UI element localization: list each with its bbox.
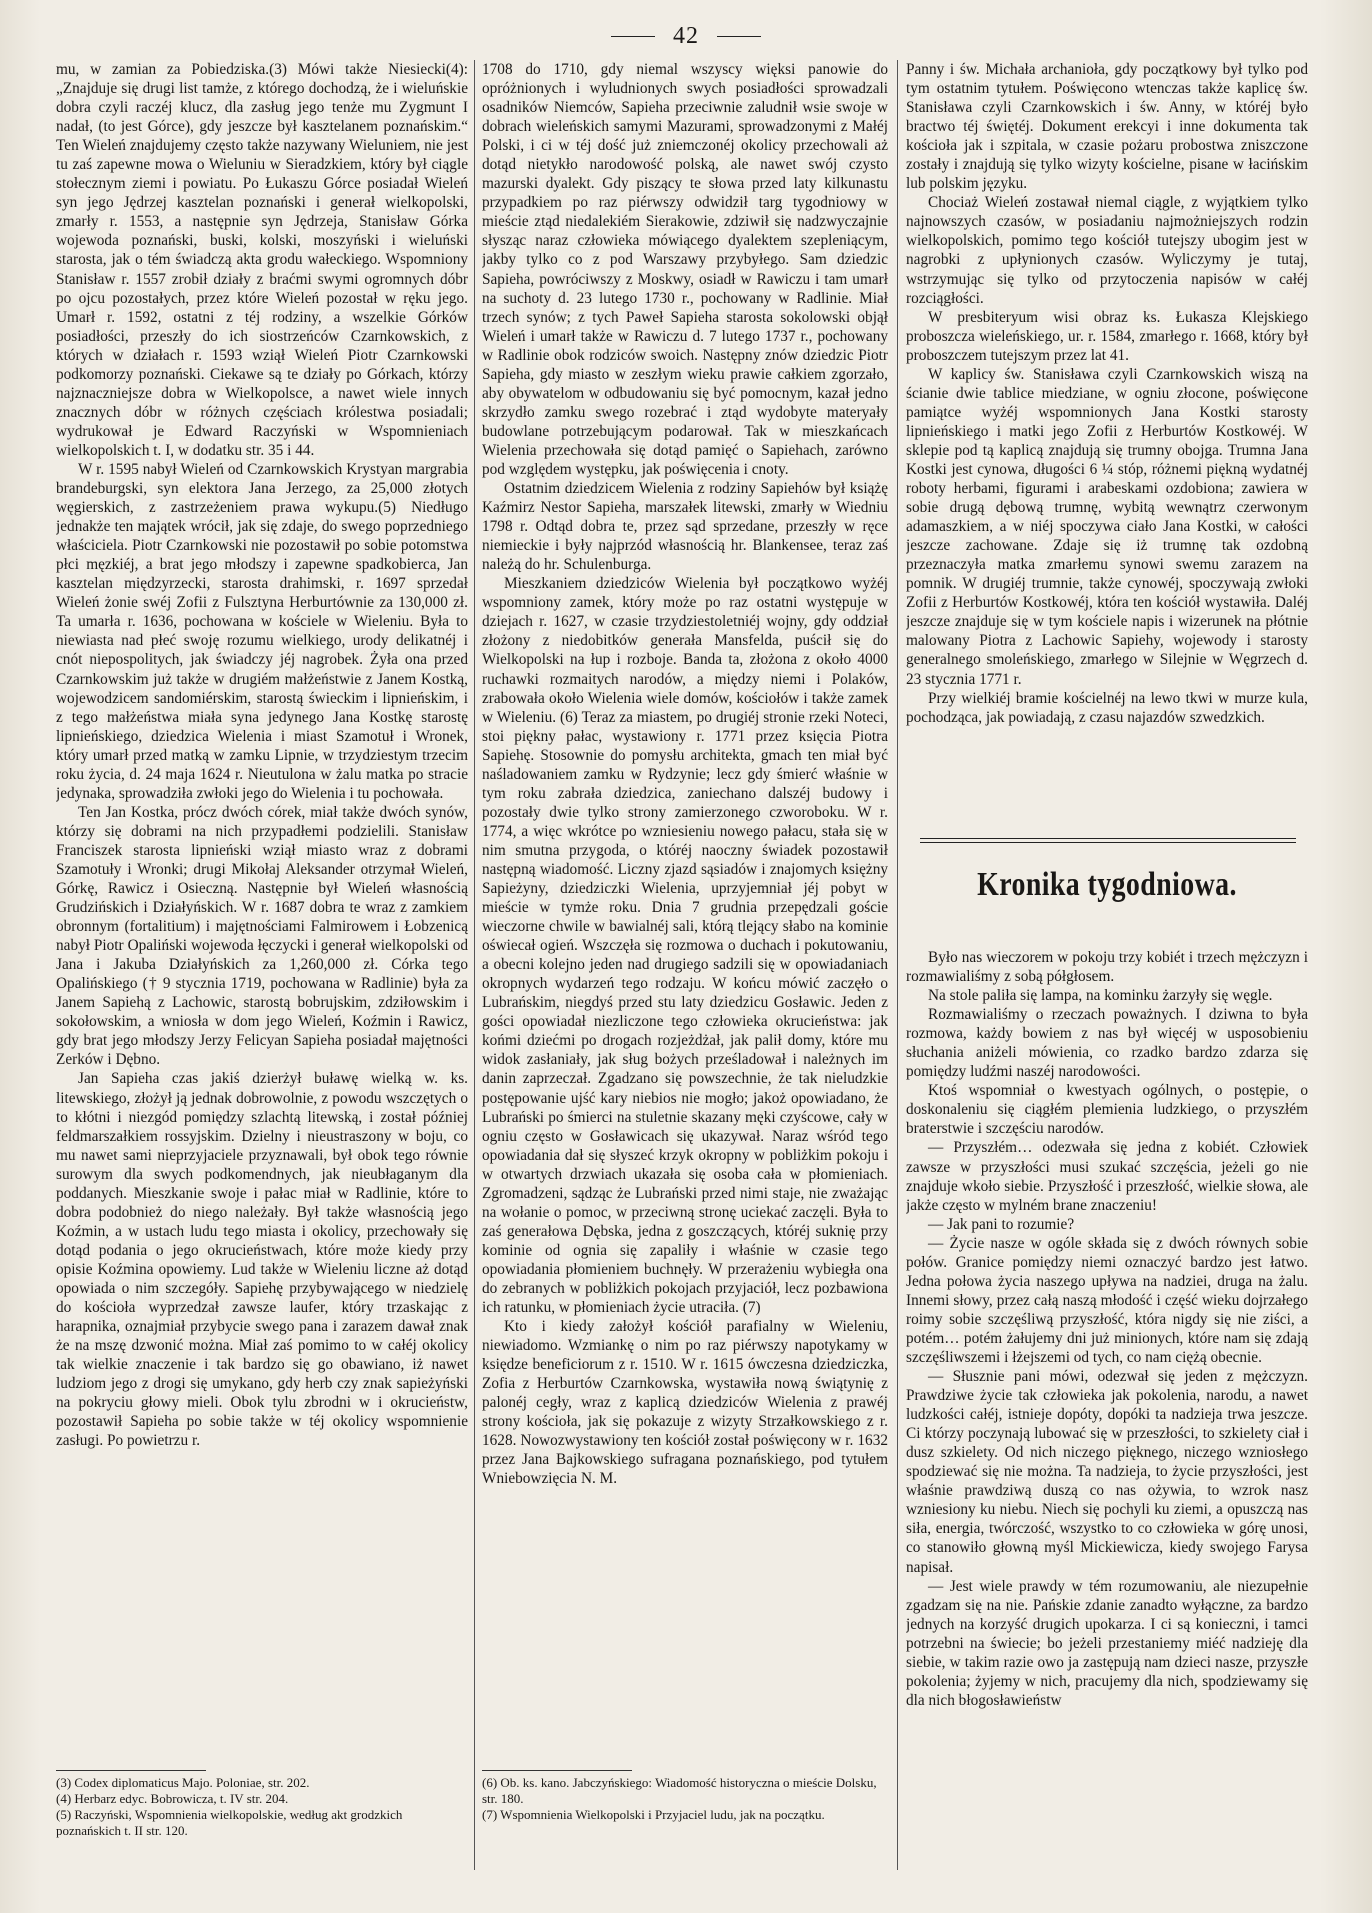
middle-footnotes xyxy=(482,1775,888,1823)
paragraph: Przy wielkiéj bramie kościelnéj na lewo tkwi w murze kula, pochodząca, jak powiadają, z czasu najazdów szwedzkich. xyxy=(906,689,1308,726)
footnote-rule xyxy=(482,1770,632,1771)
paragraph: Chociaż Wieleń zostawał niemal ciągle, z wyjątkiem tylko najnowszych czasów, w posiadaniu najmożniejszych rodzin wielkopolskich, pomimo tego kościół tutejszy ubogim jest w nagrobki z upłynionych czasów. Wyliczymy je tutaj, wstrzymując się tylko od przytoczenia napisów w całéj rozciągłości. xyxy=(906,194,1308,307)
footnote: (4) Herbarz edyc. Bobrowicza, t. IV str. 204. xyxy=(56,1791,289,1806)
section-divider-thin xyxy=(920,842,1296,843)
right-column-kronika xyxy=(906,948,1308,1858)
section-title: Kronika tygodniowa. xyxy=(977,866,1237,903)
page-header xyxy=(0,18,1372,54)
paragraph: W presbiteryum wisi obraz ks. Łukasza Klejskiego proboszcza wieleńskiego, ur. r. 1584, zmarłego r. 1668, który był proboszczem tutejszym przez lat 41. xyxy=(906,308,1308,364)
column-rule-right xyxy=(897,60,898,1870)
paragraph: Kto i kiedy założył kościół parafialny w Wieleniu, niewiadomo. Wzmiankę o nim po raz piérwszy napotykamy w księdze beneficiorum z r. 1510. W r. 1615 ówczesna dziedziczka, Zofia z Herburtów Czarnkowska, wystawiła nową świątynię z palonéj cegły, wraz z kaplicą dziedziców Wielenia z prawéj strony kościoła, jak się pokazuje z wizyty Strzałkowskiego z r. 1628. Nowozwystawiony ten kościół został poświęcony w r. 1632 przez Jana Bajkowskiego sufragana poznańskiego, pod tytułem Wniebowzięcia N. M. xyxy=(482,1318,888,1488)
right-column-top xyxy=(906,60,1308,830)
paragraph: Ostatnim dziedzicem Wielenia z rodziny Sapiehów był książę Kaźmirz Nestor Sapieha, marszałek litewski, zmarły w Wiedniu 1798 r. Odtąd dobra te, przez sąd sprzedane, przeszły w ręce niemieckie i były najprzód własnością hr. Blankensee, teraz zaś należą do hr. Schulenburga. xyxy=(482,480,888,574)
page-number: 42 xyxy=(673,22,699,49)
paragraph: Panny i św. Michała archanioła, gdy początkowy był tylko pod tym ostatnim tytułem. Poświęcono wtenczas także kaplicę św. Stanisława czyli Czarnkowskich i św. Anny, w któréj było bractwo téj świętéj. Dokument erekcyi i inne dokumenta tak kościoła jak i szpitala, w czasie pożaru probostwa zniszczone zostały i znajdują się tylko wizyty kościelne, pisane w łacińskim lub polskim języku. xyxy=(906,61,1308,193)
header-dash-right xyxy=(717,36,761,37)
paragraph: — Jest wiele prawdy w tém rozumowaniu, ale niezupełnie zgadzam się na nie. Pańskie zdanie zanadto wyłączne, za bardzo jednych na korzyść drugich upokarza. I ci są konieczni, i tamci potrzebni na świecie; bo jeżeli przestaniemy miéć nadzieję dla siebie, w takim razie owo ja zastępują nam dzieci nasze, przyszłe pokolenia; żyjemy w nich, pracujemy dla nich, spodziewamy się dla nich błogosławieństw xyxy=(906,1577,1308,1709)
footnote: (3) Codex diplomaticus Majo. Poloniae, str. 202. xyxy=(56,1775,310,1790)
paragraph: mu, w zamian za Pobiedziska.(3) Mówi także Niesiecki(4): „Znajduje się drugi list tamże, z którego dochodzą, że i wieluńskie dobra czyli raczéj klucz, dla zasług jego tenże mu Zygmunt I nadał, (to jest Górce), gdy jeszcze był kasztelanem poznańskim.“ Ten Wieleń znajdujemy często także nazywany Wieluniem, nie jest tu zaś zapewne mowa o Wieluniu w Sieradzkiem, który był ciągle stołecznym ziemi i powiatu. Po Łukaszu Górce posiadał Wieleń syn jego Jędrzej kasztelan poznański i generał wielkopolski, zmarły r. 1553, a następnie syn Jędrzeja, Stanisław Górka wojewoda poznański, buski, kolski, moszyński i wieluński starosta, jak o tém świadczą akta grodu wałeckiego. Wspomniony Stanisław r. 1557 zrobił działy z braćmi swymi ogromnych dóbr po ojcu pozostałych, przez które Wieleń pozostał w ręku jego. Umarł r. 1592, ostatni z téj rodziny, a wszelkie Górków posiadłości, przeszły do ich siostrzeńców Czarnkowskich, z których w działach r. 1593 wziął Wieleń Piotr Czarnkowski podkomorzy poznański. Ciekawe są te działy po Górkach, którzy najznaczniejsze dobra w Wielkopolsce, a nawet wiele innych znacznych dóbr w różnych częściach królestwa posiadali; wydrukował je Edward Raczyński w Wspomnieniach wielkopolskich t. I, w dodatku str. 35 i 44. xyxy=(56,61,468,459)
paragraph: — Przyszłém… odezwała się jedna z kobiét. Człowiek zawsze w przyszłości musi szukać szczęścia, jeżeli go nie znajduje wkoło siebie. Przyszłość i przeszłość, wielkie słowa, ale jakże często w mylném brane znaczeniu! xyxy=(906,1139,1308,1214)
footnote: (5) Raczyński, Wspomnienia wielkopolskie, według akt grodzkich poznańskich t. II str. 120. xyxy=(56,1807,403,1838)
paragraph: Rozmawialiśmy o rzeczach poważnych. I dziwna to była rozmowa, każdy bowiem z nas był więcéj w usposobieniu słuchania aniżeli mówienia, co rzadko bardzo zdarza się pomiędzy ludźmi naszéj narodowości. xyxy=(906,1006,1308,1081)
left-column xyxy=(56,60,468,1840)
paragraph: Na stole paliła się lampa, na kominku żarzyły się węgle. xyxy=(928,987,1273,1005)
footnote: (7) Wspomnienia Wielkopolski i Przyjaciel ludu, jak na początku. xyxy=(482,1807,825,1822)
footnote: (6) Ob. ks. kano. Jabczyńskiego: Wiadomość historyczna o mieście Dolsku, str. 180. xyxy=(482,1775,877,1806)
paragraph: Mieszkaniem dziedziców Wielenia był początkowo wyżéj wspomniony zamek, który może po raz ostatni występuje w dziejach r. 1627, w czasie trzydziestoletniéj wojny, gdy oddział złożony z niedobitków generała Mansfelda, puścił się do Wielkopolski na łup i rozboje. Banda ta, złożona z około 4000 ruchawki rozmaitych narodów, a między niemi i Polaków, zrabowała około Wielenia wiele domów, kościołów i także zamek w Wieleniu. (6) Teraz za miastem, po drugiéj stronie rzeki Noteci, stoi piękny pałac, wystawiony r. 1771 przez księcia Piotra Sapiehę. Stosownie do pomysłu architekta, gmach ten miał być naśladowaniem zamku w Rydzynie; lecz gdy śmierć właśnie w tym roku zabrała dziedzica, zaniechano dalszéj budowy i pozostały dwie tylko strony zamierzonego czworoboku. W r. 1774, a więc wkrótce po wzniesieniu nowego pałacu, stała się w nim smutna przygoda, o któréj naoczny świadek pozostawił następną wiadomość. Liczny zjazd sąsiadów i znajomych księżny Sapieżyny, dziedziczki Wielenia, uprzyjemniał jéj pobyt w mieście w tymże roku. Dnia 7 grudnia przepędzali goście wieczorne chwile w bawialnéj sali, którą tlejący słabo na kominie oświecał ogień. Wszczęła się rozmowa o duchach i pokutowaniu, a obecni kolejno jeden nad drugiego sadzili się w opowiadaniach okropnych wydarzeń tego rodzaju. W końcu mówić zaczęło o Lubrańskim, niegdyś przed stu laty dziedzicu Gosławic. Jeden z gości opowiadał niezliczone tego człowieka okrucieństwa: jak końmi dziećmi po drogach rozjeżdżał, jak palił domy, które mu widok zasłaniały, jak sług bożych prześladował i należnych im danin zaprzeczał. Zgadzano się powszechnie, że tak nieludzkie postępowanie ujść kary niebios nie mogło; jakoż opowiadano, że Lubrański po śmierci na stuletnie skazany męki czyścowe, cały w ogniu często w Gosławicach się ukazywał. Naraz wśród tego opowiadania dał się słyszeć krzyk okropny w pobliżkim pokoju i w otwartych drzwiach ukazała się osoba cała w płomieniach. Zgromadzeni, sądząc że Lubrański przed nimi staje, nie zważając na wołanie o pomoc, w przeciwną stronę uciekać zaczęli. Była to zaś generałowa Dębska, jedna z goszczących, któréj suknię przy kominie od ognia się zapaliły i właśnie w czasie tego opowiadania płomieniem buchnęły. W przerażeniu wybiegła ona do zebranych w pobliżkich pokojach przyjaciół, lecz pozbawiona ich ratunku, w płomieniach życie utraciła. (7) xyxy=(482,575,888,1317)
paragraph: Jan Sapieha czas jakiś dzierżył buławę wielką w. ks. litewskiego, złożył ją jednak dobrowolnie, z powodu wszczętych o to kłótni i niezgód pomiędzy szlachtą litewską, i został później feldmarszałkiem rossyjskim. Dzielny i nieustraszony w boju, co mu nawet sami nieprzyjaciele przyznawali, był obok tego równie surowym dla swych podkomendnych, jak nieubłaganym dla poddanych. Mieszkanie swoje i pałac miał w Radlinie, które to dobra podobnież do niego należały. Był także własnością jego Koźmin, a w ustach ludu tego miasta i okolicy, przechowały się dotąd podania o jego okrucieństwach, które może kiedy przy opisie Koźmina opowiemy. Lud także w Wieleniu liczne aż dotąd opowiada o nim szczegóły. Sapiehę przybywającego w niedzielę do kościoła wyprzedzał zawsze laufer, który trzaskając z harapnika, oznajmiał przybycie swego pana i zarazem dawał znak że na mszę dzwonić można. Miał zaś pomimo to w całéj okolicy tak wielkie znaczenie i tak bardzo się go obawiano, iż nawet ludziom jego z drogi się umykano, gdy herb czy znak sapieżyński na pokryciu głowy mieli. Obok tylu zbrodni w i okrucieństw, pozostawił Sapieha po sobie także w téj okolicy wspomnienie zasługi. Po powietrzu r. xyxy=(56,1070,468,1450)
header-dash-left xyxy=(611,36,655,37)
paragraph: Ten Jan Kostka, prócz dwóch córek, miał także dwóch synów, którzy się dobrami na nich przypadłemi podzielili. Stanisław Franciszek starosta lipnieński wziął miasto wraz z dobrami Szamotuły i Wronki; drugi Mikołaj Aleksander otrzymał Wieleń, Górkę, Rawicz i Osieczną. Następnie był Wieleń własnością Grudzińskich i Działyńskich. W r. 1687 dobra te wraz z zamkiem obronnym (fortalitium) i majętnościami Falmirowem i Łobzenicą nabył Piotr Opaliński wojewoda łęczycki i generał wielkopolski od Jana i Jakuba Działyńskich za 1,260,000 zł. Córka tego Opalińskiego († 9 stycznia 1719, pochowana w Radlinie) była za Janem Sapiehą z Lachowic, starostą bobrujskim, zdziłowskim i sokołowskim, a wniosła w dom jego Wieleń, Koźmin i Rawicz, gdy brat jego młodszy Jerzy Felicyan Sapieha posiadał majętności Zerków i Dębno. xyxy=(56,803,468,1069)
paragraph: Było nas wieczorem w pokoju trzy kobiét i trzech mężczyzn i rozmawialiśmy z sobą półgłosem. xyxy=(906,949,1308,986)
footnote-rule xyxy=(56,1770,206,1771)
paragraph: W r. 1595 nabył Wieleń od Czarnkowskich Krystyan margrabia brandeburgski, syn elektora Jana Jerzego, za 25,000 złotych węgierskich, z zastrzeżeniem prawa wykupu.(5) Niedługo jednakże ten majątek wrócił, jak się zdaje, do swego poprzedniego właściciela. Piotr Czarnkowski nie pozostawił po sobie potomstwa płci męzkiéj, a brat jego młodszy i zapewne spadkobierca, Jan kasztelan międzyrzecki, starosta drahimski, r. 1697 sprzedał Wieleń żonie swéj Zofii z Fulsztyna Herburtównie za 130,000 zł. Ta umarła r. 1636, pochowana w kościele w Wieleniu. Była to niewiasta nad płeć swoję rozumu wielkiego, urody delikatnéj i cnót niepospolitych, jak świadczy jéj nagrobek. Żyła ona przed Czarnkowskim już także w drugiém małżeństwie z Janem Kostką, wojewodzicem sandomiérskim, starostą świeckim i lipnieńskim, i z tego małżeństwa miała syna jedynego Jana Kostkę starostę lipnieńskiego, dziedzica Wielenia i miast Szamotuł i Wronek, który umarł przed matką w zamku Lipnie, w trzydziestym trzecim roku życia, d. 24 maja 1624 r. Nieutulona w żalu matka po stracie jedynaka, sprowadziła zwłoki jego do Wielenia i tu pochowała. xyxy=(56,460,468,802)
middle-column xyxy=(482,60,888,1840)
paragraph: Ktoś wspomniał o kwestyach ogólnych, o postępie, o doskonaleniu się ciągłém plemienia ludzkiego, o przyszłém braterstwie i szczęściu narodów. xyxy=(906,1082,1308,1138)
section-divider xyxy=(920,838,1296,839)
paragraph: W kaplicy św. Stanisława czyli Czarnkowskich wiszą na ścianie dwie tablice miedziane, w ogniu złocone, poświęcone pamiątce wyżéj wspomnionych Jana Kostki starosty lipnieńskiego i matki jego Zofii z Herburtów Kostkowéj. W sklepie pod tą kaplicą znajdują się trumny obojga. Trumna Jana Kostki jest cynowa, długości 6 ¼ stóp, różnemi piękną wydatnéj roboty herbami, figurami i arabeskami ozdobiona; zawiera w sobie drugą dębową trumnę, wybitą wewnątrz czerwonym adamaszkiem, a w niéj spoczywa ciało Jana Kostki, w całości jeszcze zachowane. Zdaje się iż trumnę tak ozdobną przeznaczyła matka zmarłemu synowi swemu zarazem na pomnik. W drugiéj trumnie, także cynowéj, spoczywają zwłoki Zofii z Herburtów Kostkowéj, która ten kościół wystawiła. Daléj jeszcze znajduje się w tym kościele napis i wizerunek na płótnie malowany Piotra z Lachowic Sapiehy, wojewody i starosty generalnego smoleńskiego, zmarłego w Silejnie w Węgrzech d. 23 stycznia 1771 r. xyxy=(906,365,1308,688)
column-rule-left xyxy=(474,60,475,1870)
paragraph: — Słusznie pani mówi, odezwał się jeden z mężczyzn. Prawdziwe życie tak człowieka jak pokolenia, narodu, a nawet ludzkości całéj, istnieje dopóty, dopóki ta nadzieja trwa jeszcze. Ci którzy poczynają lubować się w przeszłości, to szkielety ciał i dusz szkielety. Od nich niczego pięknego, niczego wzniosłego spodziewać się nie można. Ta nadzieja, to życie przyszłości, jest właśnie prawdziwą duszą co nas ożywia, to wzrok nasz wzniesiony ku niebu. Niech się pochyli ku ziemi, a opuszczą nas siła, energia, twórczość, wszystko to co człowieka w górę unosi, co stanowiło głowną myśl Mickiewicza, kiedy swojego Farysa napisał. xyxy=(906,1368,1308,1576)
left-footnotes xyxy=(56,1775,468,1839)
paragraph: — Życie nasze w ogóle składa się z dwóch równych sobie połów. Granice pomiędzy niemi oznaczyć bardzo jest łatwo. Jedna połowa życia naszego upływa na nadziei, druga na żalu. Innemi słowy, przez całą naszą młodość i część wieku dojrzałego roimy sobie szczęśliwą przyszłość, która nigdy się nie ziści, a potém… potém żałujemy dni już minionych, które nam się zdają szczęśliwszemi i łżejszemi od tych, co nam ciężą obecnie. xyxy=(906,1234,1308,1366)
paragraph: 1708 do 1710, gdy niemal wszyscy więksi panowie do opróżnionych i wyludnionych swych posiadłości sprowadzali osadników Niemców, Sapieha przeciwnie zaludnił wsie swoje w dobrach wieleńskich samymi Mazurami, sprowadzonymi z Małéj Polski, i ci w téj dość już zniemczonéj okolicy przechowali aż dotąd nietykło narodowość polską, ale nawet swój czysto mazurski dyalekt. Gdy piszący te słowa przed laty kilkunastu przypadkiem po raz piérwszy odwidził targ tygodniowy w mieście ztąd niedalekiém Sierakowie, zdziwił się nadzwyczajnie słysząc naraz człowieka mówiącego dyalektem szepleniącym, jakby tylko co z pod Warszawy przybyłego. Sam dziedzic Sapieha, powróciwszy z Moskwy, osiadł w Rawiczu i tam umarł na suchoty d. 23 lutego 1730 r., pochowany w Radlinie. Miał trzech synów; z tych Paweł Sapieha starosta sokolowski objął Wieleń i umarł także w Rawiczu d. 7 lutego 1737 r., pochowany w Radlinie obok rodziców swoich. Następny znów dziedzic Piotr Sapieha, gdy miasto w zeszłym wieku prawie całkiem zgorzało, aby obywatelom w odbudowaniu się być pomocnym, kazał jedno skrzydło zamku swego rozebrać i ztąd wydobyte materyały budowlane potrzebującym podarował. Tak w mieszkańcach Wielenia przechowała się dotąd pamięć o Sapiehach, zarówno pod względem występku, jak poświęcenia i cnoty. xyxy=(482,61,888,478)
paragraph: — Jak pani to rozumie? xyxy=(928,1215,1075,1233)
